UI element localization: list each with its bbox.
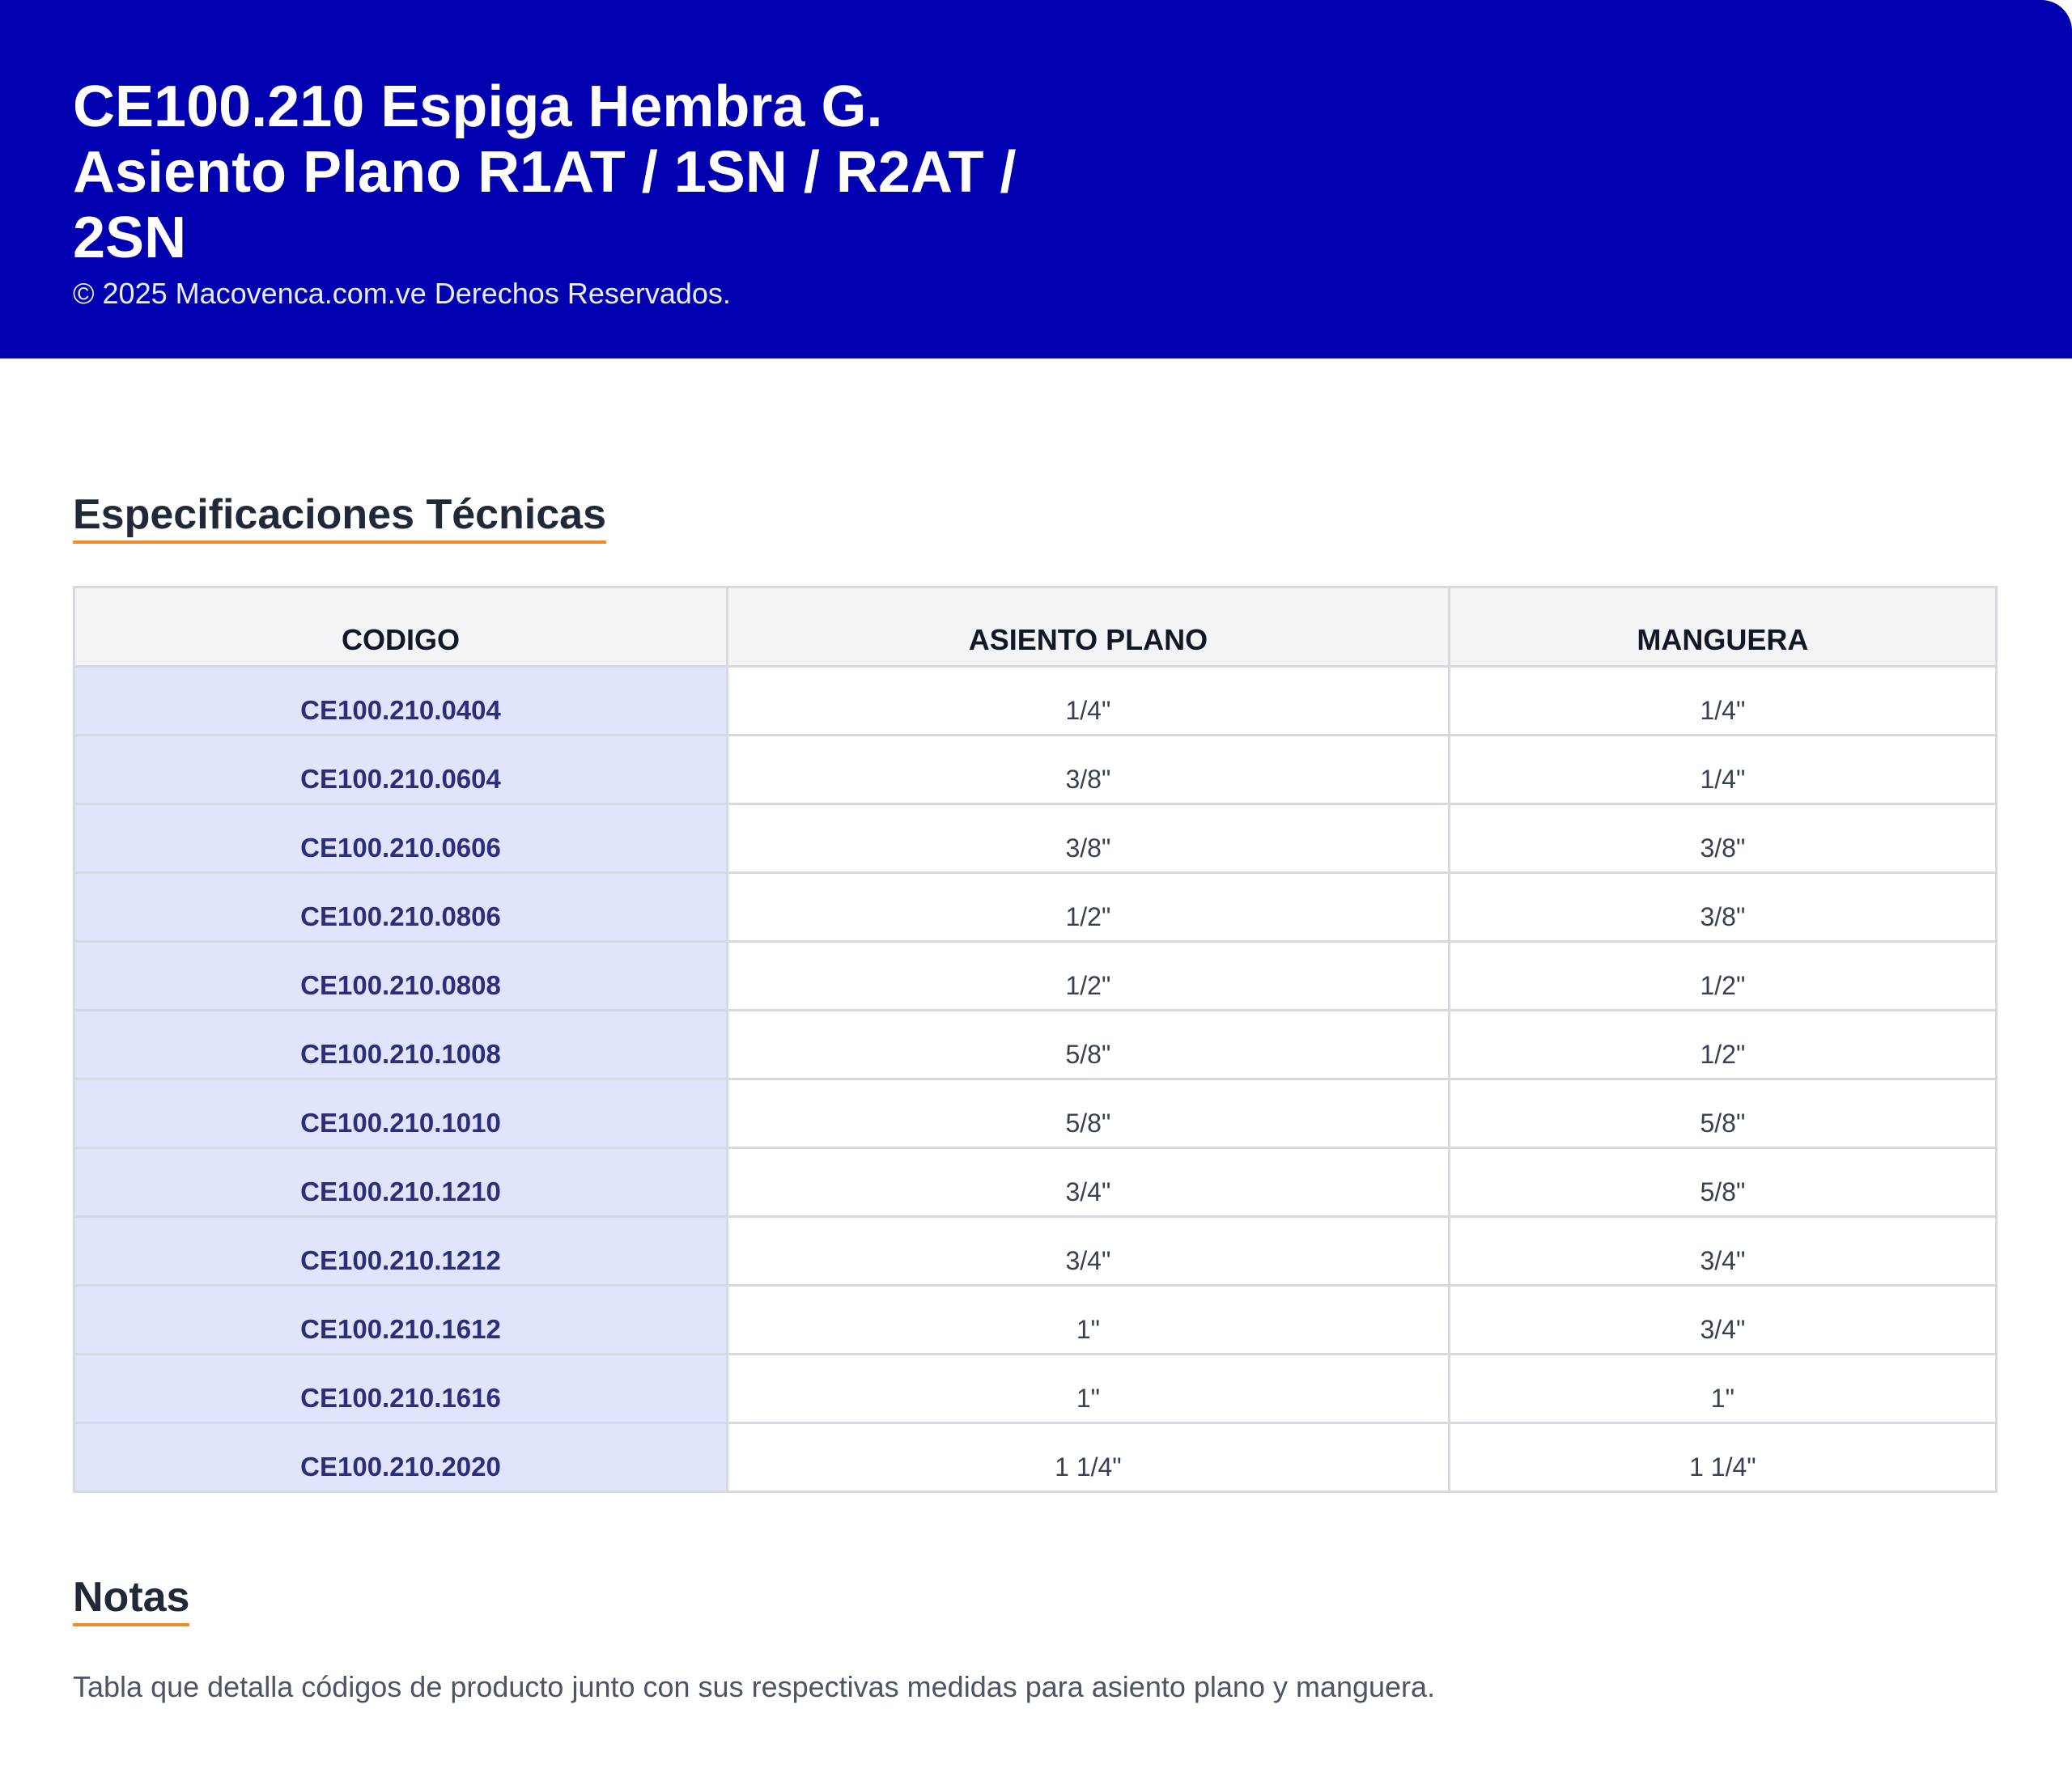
hose-cell: 3/8" [1449,804,1996,873]
code-cell: CE100.210.1210 [74,1148,728,1217]
page-header [0,0,2072,358]
table-row [74,1148,1997,1217]
table-row [74,1011,1997,1079]
table-row [74,1355,1997,1423]
hose-cell: 1" [1449,1355,1996,1423]
code-cell: CE100.210.0606 [74,804,728,873]
code-cell: CE100.210.1008 [74,1011,728,1079]
seat-cell: 3/4" [728,1148,1450,1217]
specs-table [73,586,1998,1493]
table-row [74,1217,1997,1286]
code-cell: CE100.210.2020 [74,1423,728,1492]
table-header-row [74,587,1997,667]
hose-cell: 3/8" [1449,873,1996,942]
code-cell: CE100.210.0808 [74,942,728,1011]
hose-cell: 1/2" [1449,942,1996,1011]
table-row [74,804,1997,873]
column-header-code: CODIGO [74,587,728,667]
table-row [74,667,1997,736]
column-header-hose: MANGUERA [1449,587,1996,667]
column-header-seat: ASIENTO PLANO [728,587,1450,667]
notes-text: Tabla que detalla códigos de producto junto con sus respectivas medidas para asiento plano y manguera. [73,1670,1436,1703]
table-row [74,873,1997,942]
code-cell: CE100.210.0604 [74,736,728,804]
hose-cell: 1/4" [1449,667,1996,736]
code-cell: CE100.210.0806 [74,873,728,942]
hose-cell: 5/8" [1449,1079,1996,1148]
seat-cell: 3/4" [728,1217,1450,1286]
hose-cell: 3/4" [1449,1217,1996,1286]
hose-cell: 1/4" [1449,736,1996,804]
hose-cell: 1 1/4" [1449,1423,1996,1492]
code-cell: CE100.210.1212 [74,1217,728,1286]
code-cell: CE100.210.1612 [74,1286,728,1355]
table-row [74,942,1997,1011]
seat-cell: 3/8" [728,804,1450,873]
code-cell: CE100.210.1010 [74,1079,728,1148]
code-cell: CE100.210.0404 [74,667,728,736]
table-row [74,736,1997,804]
seat-cell: 1" [728,1355,1450,1423]
hose-cell: 5/8" [1449,1148,1996,1217]
copyright-text: © 2025 Macovenca.com.ve Derechos Reservados. [73,277,731,310]
seat-cell: 3/8" [728,736,1450,804]
hose-cell: 3/4" [1449,1286,1996,1355]
seat-cell: 1/4" [728,667,1450,736]
seat-cell: 5/8" [728,1079,1450,1148]
code-cell: CE100.210.1616 [74,1355,728,1423]
seat-cell: 1" [728,1286,1450,1355]
seat-cell: 1 1/4" [728,1423,1450,1492]
seat-cell: 1/2" [728,873,1450,942]
table-row [74,1286,1997,1355]
specs-section-title: Especificaciones Técnicas [73,490,606,544]
table-row [74,1423,1997,1492]
hose-cell: 1/2" [1449,1011,1996,1079]
page-title: CE100.210 Espiga Hembra G. Asiento Plano R1AT / 1SN / R2AT / 2SN [73,74,1017,270]
notes-section-title: Notas [73,1573,189,1626]
seat-cell: 5/8" [728,1011,1450,1079]
table-row [74,1079,1997,1148]
seat-cell: 1/2" [728,942,1450,1011]
